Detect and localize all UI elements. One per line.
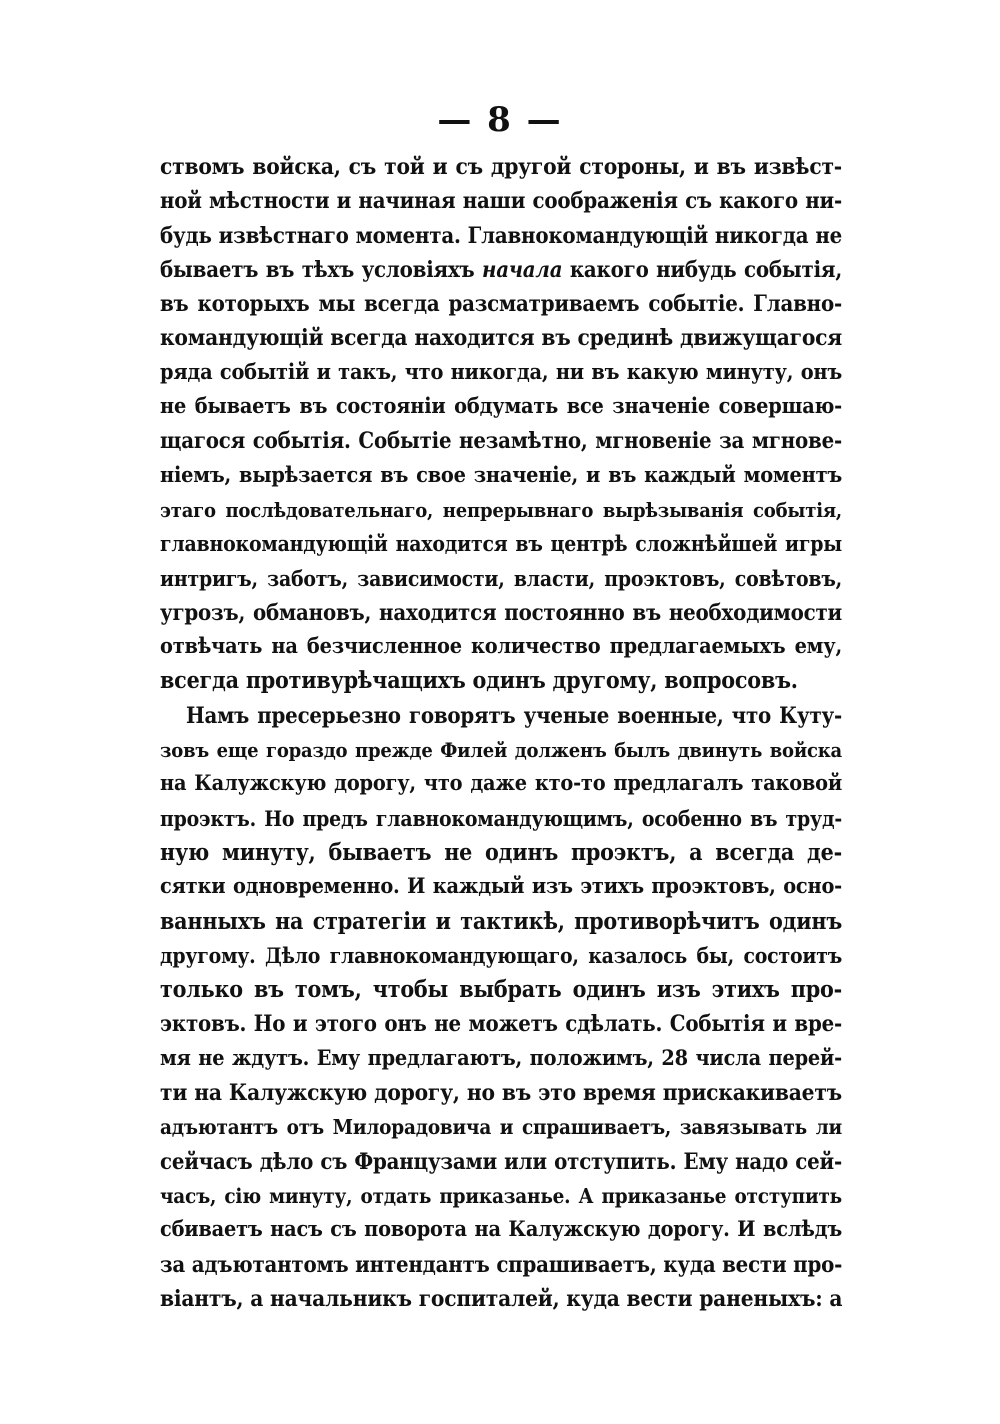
text-segment: какого нибудь событія, <box>562 256 843 283</box>
text-line: сбиваетъ насъ съ поворота на Калужскую дорогу. И вслѣдъ <box>160 1217 842 1243</box>
text-line: командующій всегда находится въ срединѣ движущагося <box>160 325 842 352</box>
text-line: часъ, сію минуту, отдать приказанье. А приказанье отступить <box>160 1183 842 1208</box>
text-line: будь извѣстнаго момента. Главнокомандующій никогда не <box>160 222 842 249</box>
italic-emphasis: начала <box>482 256 563 283</box>
text-line: проэктъ. Но предъ главнокомандующимъ, особенно въ труд- <box>160 805 842 831</box>
text-line: на Калужскую дорогу, что даже кто-то предлагалъ таковой <box>160 771 842 797</box>
text-line: адъютантъ отъ Милорадовича и спрашиваетъ, завязывать ли <box>160 1115 842 1140</box>
text-line: щагося событія. Событіе незамѣтно, мгновеніе за мгнове- <box>160 428 842 455</box>
text-line: віантъ, а начальникъ госпиталей, куда вести раненыхъ: а <box>160 1285 843 1312</box>
text-line: зовъ еще гораздо прежде Филей долженъ былъ двинуть войска <box>160 738 842 763</box>
text-line: отвѣчать на безчисленное количество предлагаемыхъ ему, <box>160 634 842 660</box>
text-line: мя не ждутъ. Ему предлагаютъ, положимъ, 28 числа перей- <box>160 1045 842 1071</box>
text-line: ряда событій и такъ, что никогда, ни въ какую минуту, онъ <box>160 359 842 385</box>
text-line: за адъютантомъ интендантъ спрашиваетъ, куда вести про- <box>160 1251 843 1278</box>
text-line: интригъ, заботъ, зависимости, власти, проэктовъ, совѣтовъ, <box>160 565 842 591</box>
text-segment: бываетъ въ тѣхъ условіяхъ <box>160 256 482 283</box>
text-line: ніемъ, вырѣзается въ свое значеніе, и въ каждый моментъ <box>160 462 842 488</box>
text-line: ной мѣстности и начиная наши соображенія съ какого ни- <box>160 188 842 215</box>
text-line: ти на Калужскую дорогу, но въ это время прискакиваетъ <box>160 1080 842 1107</box>
text-line: угрозъ, обмановъ, находится постоянно въ необходимости <box>160 599 842 626</box>
text-line: сейчасъ дѣло съ Французами или отступить. Ему надо сей- <box>160 1148 842 1175</box>
text-line: всегда противурѣчащихъ одинъ другому, вопросовъ. <box>160 667 798 695</box>
text-line: ванныхъ на стратегіи и тактикѣ, противорѣчитъ одинъ <box>160 907 842 935</box>
body-text <box>160 150 842 1316</box>
text-line: Намъ пресерьезно говорятъ ученые военные, что Куту- <box>186 702 842 729</box>
text-line: сятки одновременно. И каждый изъ этихъ проэктовъ, осно- <box>160 874 842 900</box>
page-number: — 8 — <box>437 100 563 140</box>
text-line: не бываетъ въ состояніи обдумать все значеніе совершаю- <box>160 394 842 420</box>
text-line: ную минуту, бываетъ не одинъ проэктъ, а всегда де- <box>160 838 842 866</box>
paragraph <box>160 699 842 1316</box>
text-line: главнокомандующій находится въ центрѣ сложнѣйшей игры <box>160 531 842 557</box>
text-line: ствомъ войска, съ той и съ другой стороны, и въ извѣст- <box>160 154 842 180</box>
text-line: этаго послѣдовательнаго, непрерывнаго вырѣзыванія событія, <box>160 497 842 522</box>
text-line <box>160 253 842 287</box>
text-line: другому. Дѣло главнокомандующаго, казалось бы, состоитъ <box>160 942 842 968</box>
text-line: только въ томъ, чтобы выбрать одинъ изъ этихъ про- <box>160 976 842 1004</box>
paragraph <box>160 150 842 699</box>
text-line: эктовъ. Но и этого онъ не можетъ сдѣлать. Событія и вре- <box>160 1011 842 1038</box>
text-line: въ которыхъ мы всегда разсматриваемъ событіе. Главно- <box>160 291 842 318</box>
